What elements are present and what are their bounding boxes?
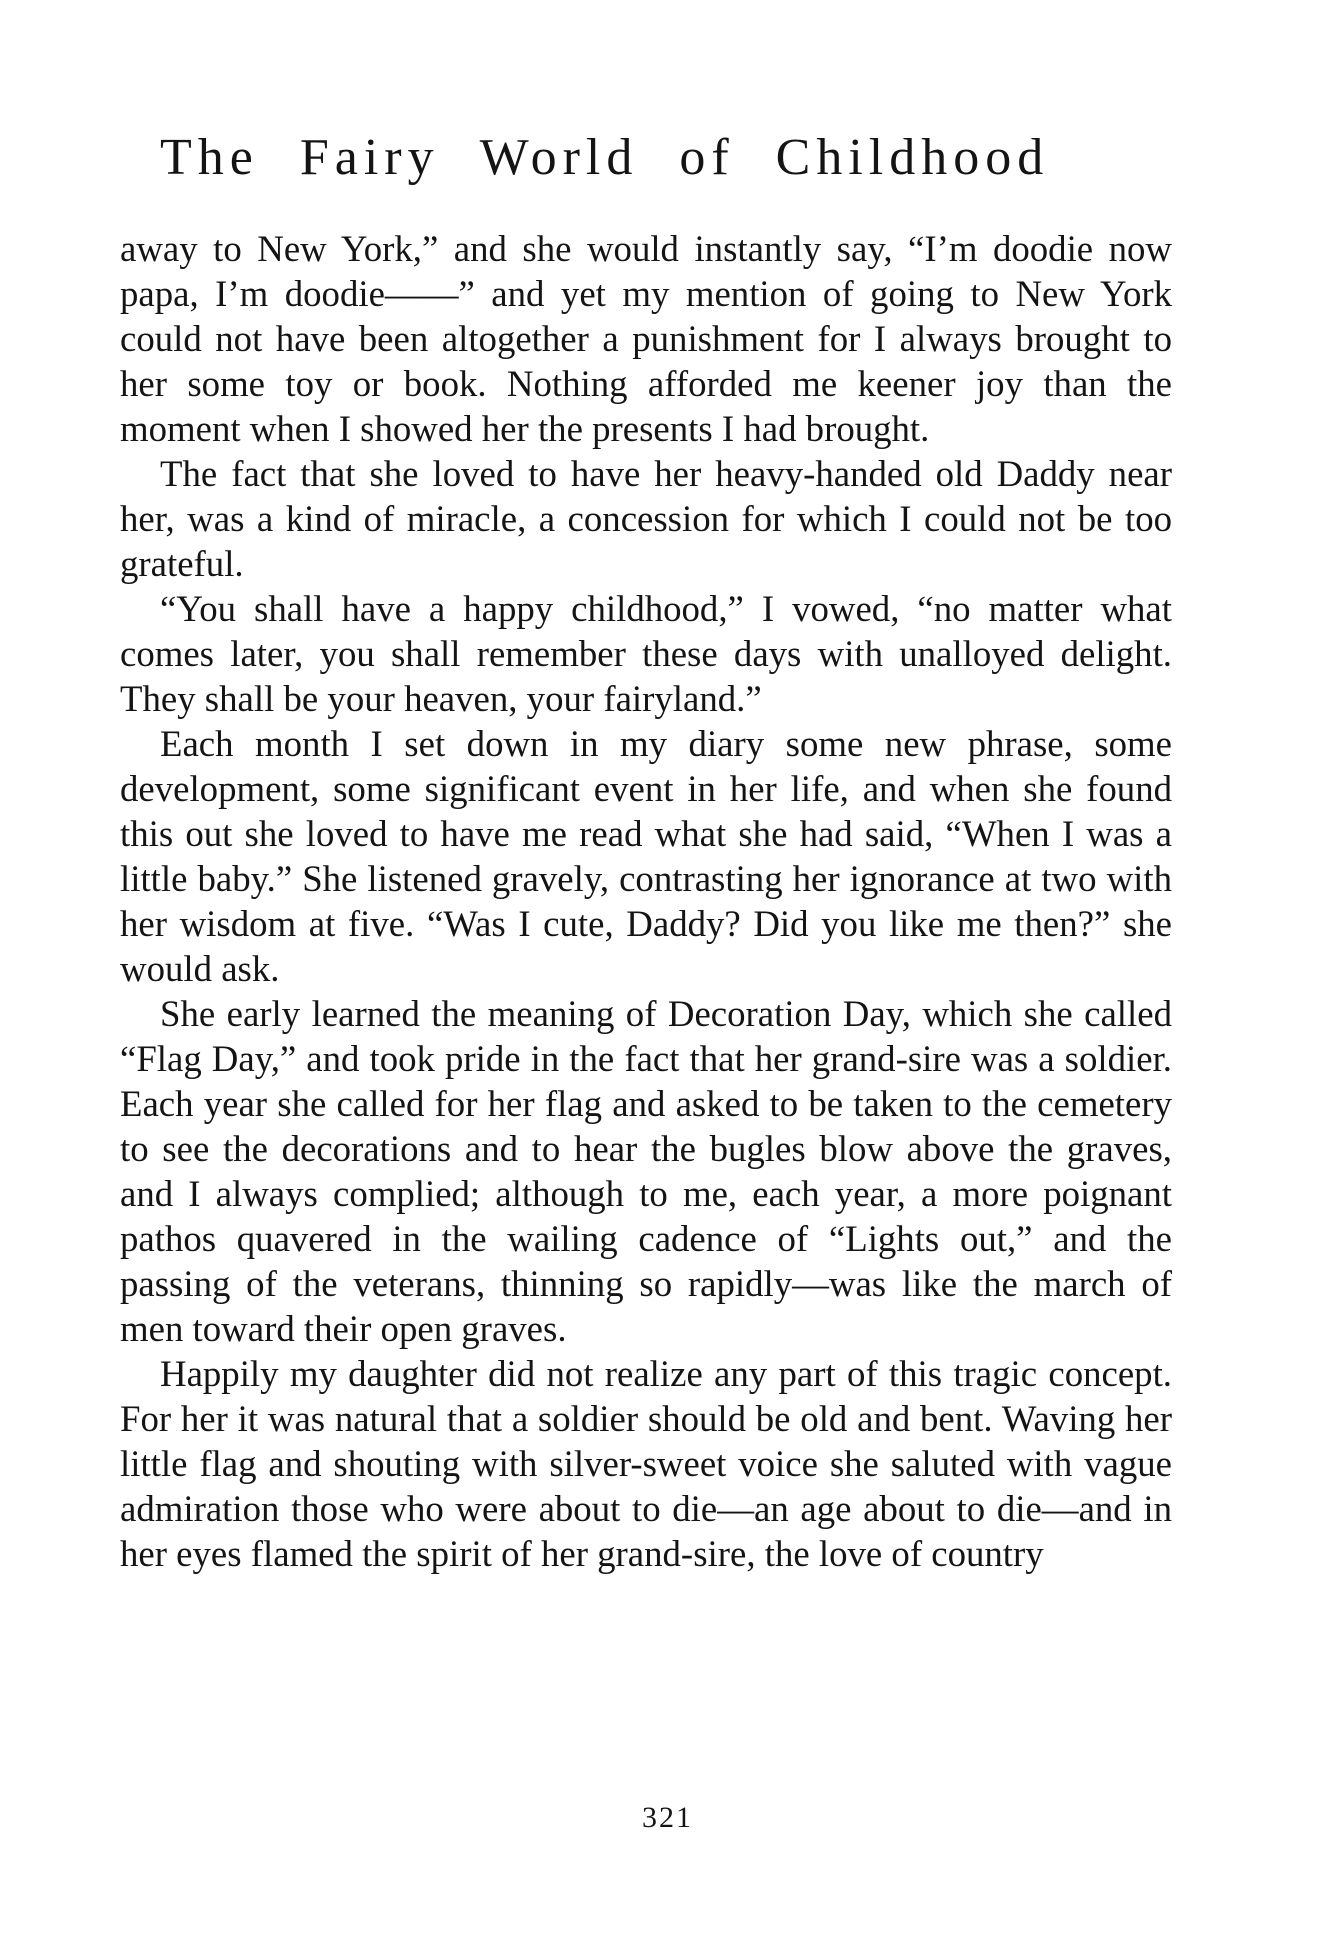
paragraph: She early learned the meaning of Decoration Day, which she called “Flag Day,” and took pride in the fact that her grand-sire was a soldier. Each year she called for her flag and asked to be taken to the cemetery to see the decorations and to hear the bugles blow above the graves, and I always complied; although to me, each year, a more poignant pathos quavered in the wailing cadence of “Lights out,” and the passing of the veterans, thinning so rapidly—was like the march of men toward their open graves. [120, 993, 1172, 1349]
paragraph: Happily my daughter did not realize any part of this tragic concept. For her it was natural that a soldier should be old and bent. Waving her little flag and shouting with silver-sweet voice she saluted with vague admiration those who were about to die—an age about to die—and in her eyes flamed the spirit of her grand-sire, the love of country [120, 1353, 1172, 1574]
paragraph-continuation: away to New York,” and she would instantly say, “I’m doodie now papa, I’m doodie——” and yet my mention of going to New York could not have been altogether a punishment for I always brought to her some toy or book. Nothing afforded me keener joy than the moment when I showed her the presents I had brought. [120, 228, 1172, 449]
paragraph: Each month I set down in my diary some new phrase, some development, some significant event in her life, and when she found this out she loved to have me read what she had said, “When I was a little baby.” She listened gravely, contrasting her ignorance at two with her wisdom at five. “Was I cute, Daddy? Did you like me then?” she would ask. [120, 723, 1172, 989]
page-number: 321 [642, 1801, 693, 1834]
paragraph: The fact that she loved to have her heavy-handed old Daddy near her, was a kind of miracle, a concession for which I could not be too grateful. [120, 453, 1172, 584]
running-head-title: The Fairy World of Childhood [160, 129, 1050, 186]
paragraph: “You shall have a happy childhood,” I vowed, “no matter what comes later, you shall remember these days with unalloyed delight. They shall be your heaven, your fairyland.” [120, 588, 1172, 719]
body-text [120, 226, 1172, 1576]
